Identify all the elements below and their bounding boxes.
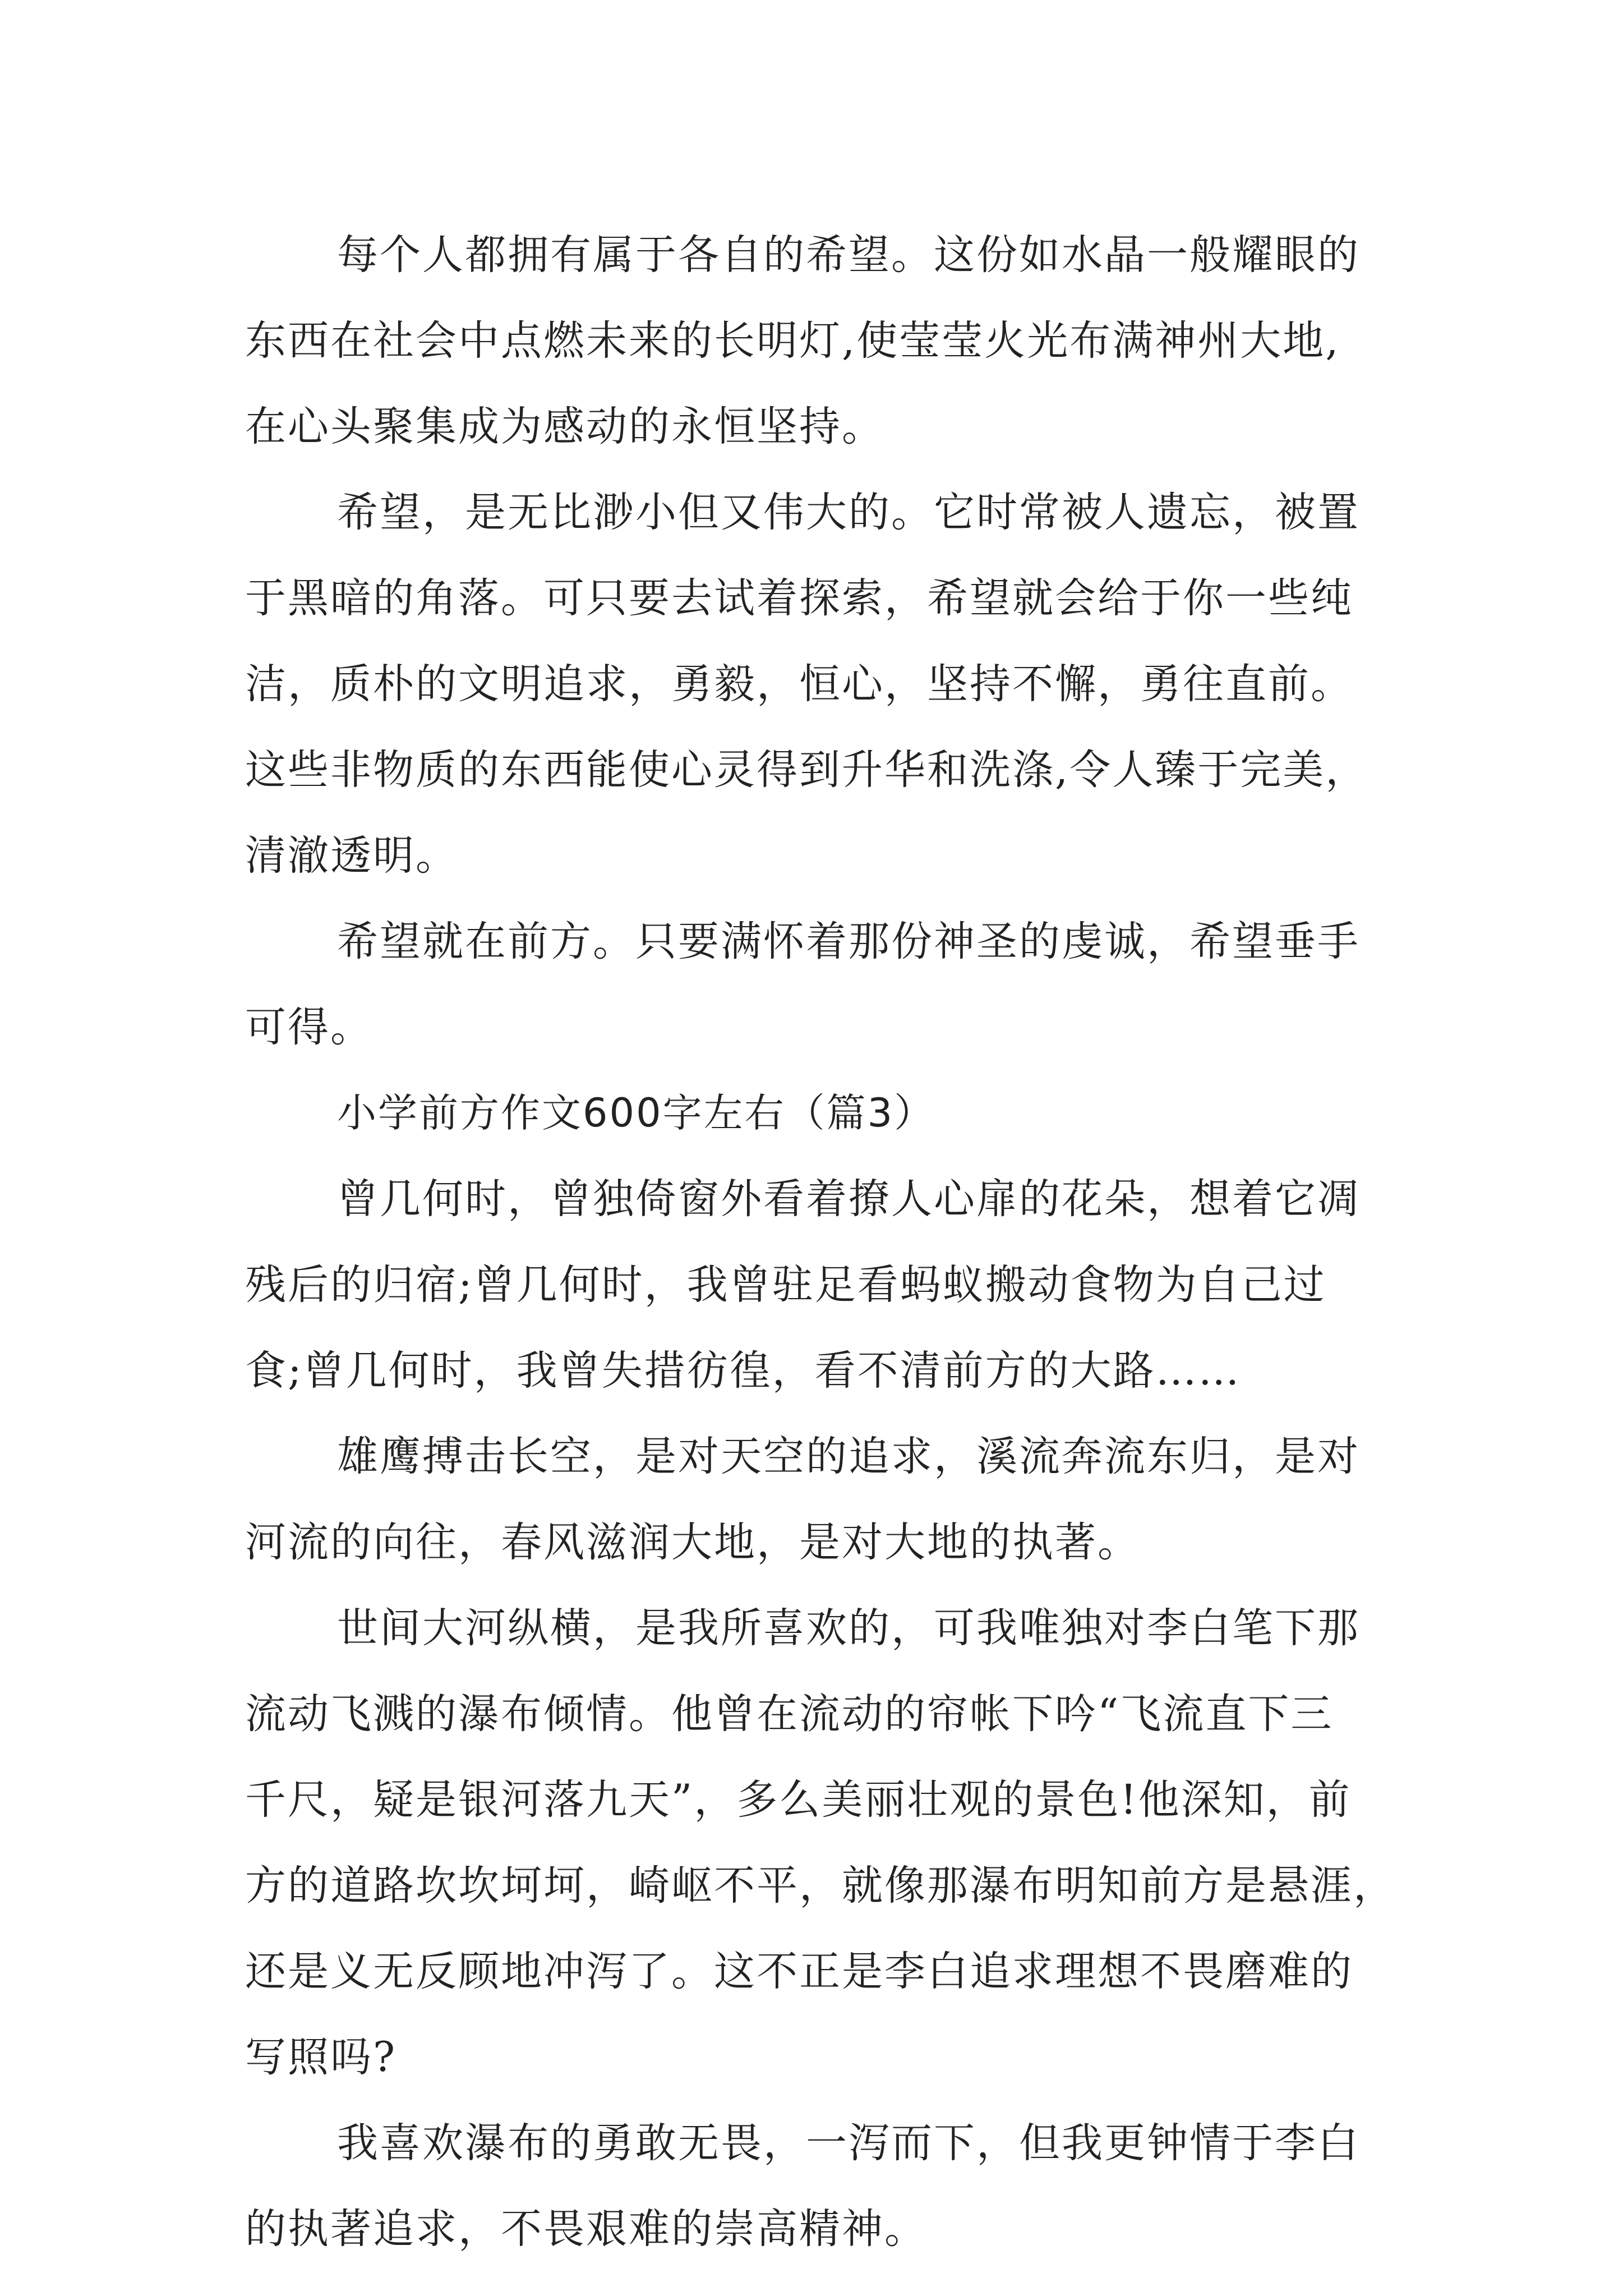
text-line: 河流的向往，春风滋润大地，是对大地的执著。 — [245, 1519, 1140, 1566]
text-line: 可得。 — [245, 1004, 373, 1051]
text-line: 食;曾几何时，我曾失措彷徨，看不清前方的大路…… — [245, 1347, 1241, 1395]
text-line: 流动飞溅的瀑布倾情。他曾在流动的帘帐下吟“飞流直下三 — [245, 1690, 1334, 1738]
text-line: 我喜欢瀑布的勇敢无畏，一泻而下，但我更钟情于李白 — [337, 2119, 1360, 2167]
text-line: 于黑暗的角落。可只要去试着探索，希望就会给于你一些纯 — [245, 574, 1353, 622]
text-line: 在心头聚集成为感动的永恒坚持。 — [245, 403, 884, 450]
document-body — [245, 212, 1396, 2272]
text-line: 每个人都拥有属于各自的希望。这份如水晶一般耀眼的 — [337, 231, 1360, 279]
text-line: 的执著追求，不畏艰难的崇高精神。 — [245, 2205, 927, 2253]
text-line: 还是义无反顾地冲泻了。这不正是李白追求理想不畏磨难的 — [245, 1948, 1353, 1995]
text-line: 希望，是无比渺小但又伟大的。它时常被人遗忘，被置 — [337, 489, 1360, 536]
text-line: 希望就在前方。只要满怀着那份神圣的虔诚，希望垂手 — [337, 918, 1360, 965]
text-line: 曾几何时，曾独倚窗外看着撩人心扉的花朵，想着它凋 — [337, 1175, 1360, 1223]
text-line: 东西在社会中点燃未来的长明灯,使莹莹火光布满神州大地, — [245, 317, 1340, 365]
text-line: 世间大河纵横，是我所喜欢的，可我唯独对李白笔下那 — [337, 1604, 1360, 1652]
text-line: 雄鹰搏击长空，是对天空的追求，溪流奔流东归，是对 — [337, 1433, 1360, 1480]
text-line: 这些非物质的东西能使心灵得到升华和洗涤,令人臻于完美， — [245, 746, 1368, 794]
section-heading: 小学前方作文600字左右（篇3） — [337, 1090, 935, 1136]
text-line: 残后的归宿;曾几何时，我曾驻足看蚂蚁搬动食物为自己过 — [245, 1261, 1326, 1309]
text-line: 方的道路坎坎坷坷，崎岖不平，就像那瀑布明知前方是悬涯， — [245, 1862, 1396, 1910]
text-line: 写照吗? — [245, 2033, 397, 2081]
text-line: 洁，质朴的文明追求，勇毅，恒心，坚持不懈，勇往直前。 — [245, 660, 1353, 708]
text-line: 千尺，疑是银河落九天”，多么美丽壮观的景色!他深知，前 — [245, 1776, 1352, 1824]
text-line: 清澈透明。 — [245, 832, 458, 880]
